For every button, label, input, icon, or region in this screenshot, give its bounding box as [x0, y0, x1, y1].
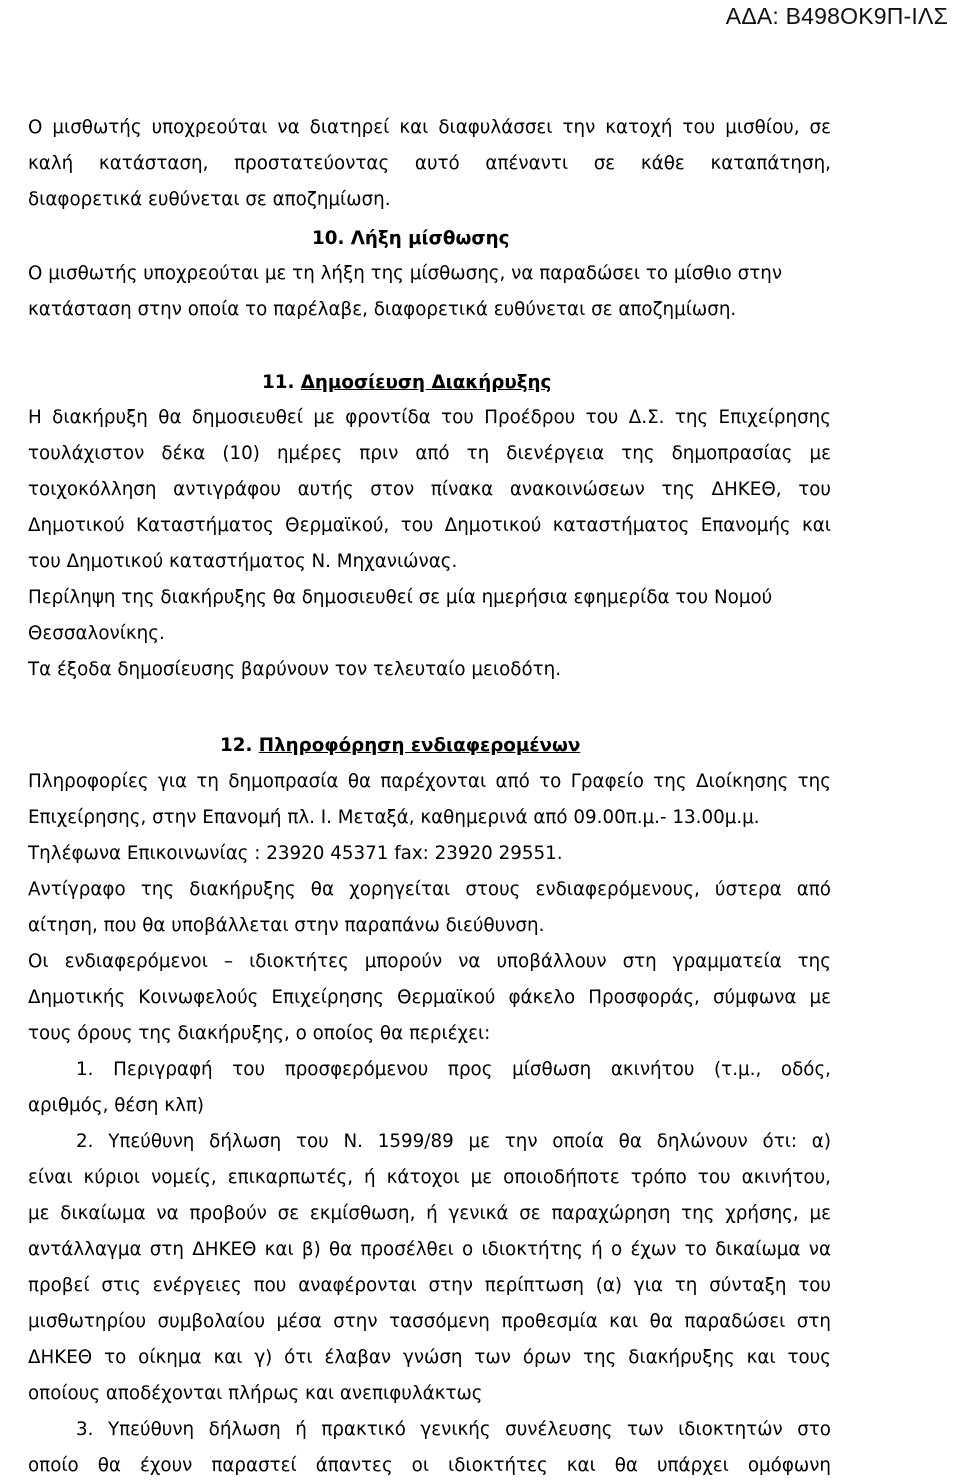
s12-line-2: Επιχείρησης, στην Επανομή πλ. Ι. Μεταξά, καθημερινά από 09.00π.μ.- 13.00μ.μ.	[28, 807, 760, 828]
intro-line-2: καλή κατάσταση, προστατεύοντας αυτό απέναντι σε κάθε καταπάτηση,	[28, 153, 831, 174]
s12-line-3: Τηλέφωνα Επικοινωνίας : 23920 45371 fax: 23920 29551.	[28, 843, 563, 864]
document-id: ΑΔΑ: Β498ΟΚ9Π-ΙΛΣ	[725, 3, 948, 29]
s11-line-4: Δημοτικού Καταστήματος Θερμαϊκού, του Δημοτικού καταστήματος Επανομής και	[28, 515, 831, 536]
intro-line-1: Ο μισθωτής υποχρεούται να διατηρεί και διαφυλάσσει την κατοχή του μισθίου, σε	[28, 117, 831, 138]
s11-line-2: τουλάχιστον δέκα (10) ημέρες πριν από τη διενέργεια της δημοπρασίας με	[28, 443, 831, 464]
s12-line-4: Αντίγραφο της διακήρυξης θα χορηγείται στους ενδιαφερόμενους, ύστερα από	[28, 879, 831, 900]
s11-line-7: Θεσσαλονίκης.	[28, 623, 165, 644]
list-item-1-line-2: αριθμός, θέση κλπ)	[28, 1095, 204, 1116]
s12-line-5: αίτηση, που θα υποβάλλεται στην παραπάνω διεύθυνση.	[28, 915, 545, 936]
section-12-title: Πληροφόρηση ενδιαφερομένων	[258, 735, 581, 756]
list-item-2-line-6: μισθωτηρίου συμβολαίου μέσα στην τασσόμενη προθεσμία και θα παραδώσει στη	[28, 1311, 831, 1332]
s11-line-1: Η διακήρυξη θα δημοσιευθεί με φροντίδα του Προέδρου του Δ.Σ. της Επιχείρησης	[28, 407, 831, 428]
list-item-1-first-line: 1. Περιγραφή του προσφερόμενου προς μίσθωση ακινήτου (τ.μ., οδός,	[76, 1059, 831, 1080]
list-item-2-line-4: αντάλλαγμα στη ΔΗΚΕΘ και β) θα προσέλθει ο ιδιοκτήτης ή ο έχων το δικαίωμα να	[28, 1239, 831, 1260]
intro-line-3: διαφορετικά ευθύνεται σε αποζημίωση.	[28, 189, 391, 210]
section-11-heading	[262, 365, 551, 401]
s11-line-6: Περίληψη της διακήρυξης θα δημοσιευθεί σε μία ημερήσια εφημερίδα του Νομού	[28, 587, 773, 608]
s12-line-1: Πληροφορίες για τη δημοπρασία θα παρέχονται από το Γραφείο της Διοίκησης της	[28, 771, 831, 792]
section-12-number: 12.	[220, 735, 253, 756]
list-item-2-line-8: οποίους αποδέχονται πλήρως και ανεπιφυλάκτως	[28, 1383, 483, 1404]
s12-line-6: Οι ενδιαφερόμενοι – ιδιοκτήτες μπορούν να υποβάλλουν στη γραμματεία της	[28, 951, 831, 972]
section-11-title: Δημοσίευση Διακήρυξης	[300, 372, 552, 393]
s12-line-7: Δημοτικής Κοινωφελούς Επιχείρησης Θερμαϊκού φάκελο Προσφοράς, σύμφωνα με	[28, 987, 831, 1008]
list-item-2-first-line: 2. Υπεύθυνη δήλωση του Ν. 1599/89 με την οποία θα δηλώνουν ότι: α)	[76, 1131, 831, 1152]
s10-line-2: κατάσταση στην οποία το παρέλαβε, διαφορετικά ευθύνεται σε αποζημίωση.	[28, 299, 737, 320]
list-item-2-line-2: είναι κύριοι νομείς, επικαρπωτές, ή κάτοχοι με οποιοδήποτε τρόπο του ακινήτου,	[28, 1167, 831, 1188]
s12-line-8: τους όρους της διακήρυξης, ο οποίος θα περιέχει:	[28, 1023, 491, 1044]
section-10-heading: 10. Λήξη μίσθωσης	[312, 228, 510, 249]
section-12-heading	[220, 728, 580, 764]
s11-line-5: του Δημοτικού καταστήματος Ν. Μηχανιώνας.	[28, 551, 458, 572]
list-item-2-line-3: με δικαίωμα να προβούν σε εκμίσθωση, ή γενικά σε παραχώρηση της χρήσης, με	[28, 1203, 831, 1224]
list-item-3-first-line: 3. Υπεύθυνη δήλωση ή πρακτικό γενικής συνέλευσης των ιδιοκτητών στο	[76, 1419, 831, 1440]
section-11-number: 11.	[262, 372, 295, 393]
s10-line-1: Ο μισθωτής υποχρεούται με τη λήξη της μίσθωσης, να παραδώσει το μίσθιο στην	[28, 263, 783, 284]
s11-line-8: Τα έξοδα δημοσίευσης βαρύνουν τον τελευταίο μειοδότη.	[28, 659, 562, 680]
s11-line-3: τοιχοκόλληση αντιγράφου αυτής στον πίνακα ανακοινώσεων της ΔΗΚΕΘ, του	[28, 479, 831, 500]
list-item-2-line-5: προβεί στις ενέργειες που αναφέρονται στην περίπτωση (α) για τη σύνταξη του	[28, 1275, 831, 1296]
list-item-3-line-2: οποίο θα έχουν παραστεί άπαντες οι ιδιοκτήτες και θα υπάρχει ομόφωνη	[28, 1455, 831, 1476]
list-item-2-line-7: ΔΗΚΕΘ το οίκημα και γ) ότι έλαβαν γνώση των όρων της διακήρυξης και τους	[28, 1347, 831, 1368]
